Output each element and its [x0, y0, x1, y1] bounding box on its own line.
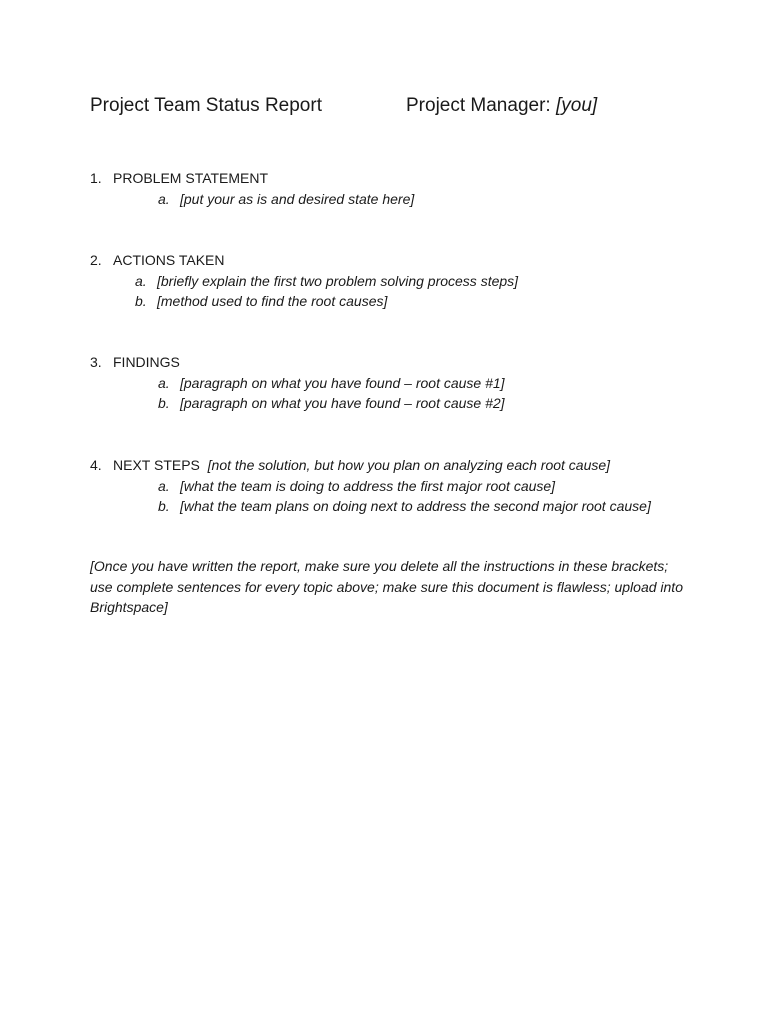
- note-line: Brightspace]: [90, 599, 168, 615]
- note-line: [Once you have written the report, make sure you delete all the instructions in these brackets;: [90, 558, 669, 574]
- item-text: [paragraph on what you have found – root cause #1]: [180, 374, 505, 391]
- item-letter: b.: [158, 395, 170, 411]
- item-text: [paragraph on what you have found – root cause #2]: [180, 395, 505, 411]
- item-letter: a.: [158, 374, 170, 391]
- item-letter: b.: [158, 498, 170, 514]
- section-actions-taken: [90, 250, 518, 312]
- list-item: [90, 271, 518, 292]
- section-number: 4.: [90, 457, 102, 473]
- item-letter: a.: [158, 190, 170, 207]
- item-text: [what the team plans on doing next to address the second major root cause]: [180, 498, 651, 514]
- section-title: NEXT STEPS: [113, 457, 200, 473]
- section-heading: [90, 352, 505, 373]
- list-item: [90, 393, 505, 414]
- item-letter: a.: [158, 477, 170, 494]
- section-heading: [90, 168, 414, 189]
- section-heading: [90, 250, 518, 271]
- item-text: [briefly explain the first two problem solving process steps]: [157, 272, 519, 289]
- section-title: ACTIONS TAKEN: [113, 252, 225, 268]
- item-text: [put your as is and desired state here]: [180, 190, 415, 207]
- project-manager-label: Project Manager:: [406, 95, 556, 116]
- item-letter: a.: [135, 272, 147, 289]
- item-text: [method used to find the root causes]: [157, 293, 388, 309]
- report-header: [90, 94, 690, 120]
- section-number: 1.: [90, 170, 102, 186]
- section-findings: [90, 352, 505, 414]
- section-number: 3.: [90, 354, 102, 370]
- project-manager-value: [you]: [555, 95, 598, 116]
- section-next-steps: [90, 455, 651, 517]
- list-item: [90, 291, 518, 312]
- list-item: [90, 189, 414, 210]
- section-title: PROBLEM STATEMENT: [113, 170, 269, 186]
- list-item: [90, 476, 651, 497]
- section-number: 2.: [90, 252, 102, 268]
- instructions-note: [90, 556, 690, 618]
- section-heading: [90, 455, 651, 476]
- item-text: [what the team is doing to address the first major root cause]: [180, 477, 556, 494]
- item-letter: b.: [135, 293, 147, 309]
- section-title: FINDINGS: [113, 354, 180, 370]
- list-item: [90, 496, 651, 517]
- report-title: Project Team Status Report: [90, 95, 322, 116]
- project-manager-field: [406, 94, 597, 118]
- section-problem-statement: [90, 168, 414, 209]
- note-line: use complete sentences for every topic above; make sure this document is flawless; upload into: [90, 578, 683, 595]
- section-heading-note: [not the solution, but how you plan on analyzing each root cause]: [207, 457, 611, 473]
- list-item: [90, 373, 505, 394]
